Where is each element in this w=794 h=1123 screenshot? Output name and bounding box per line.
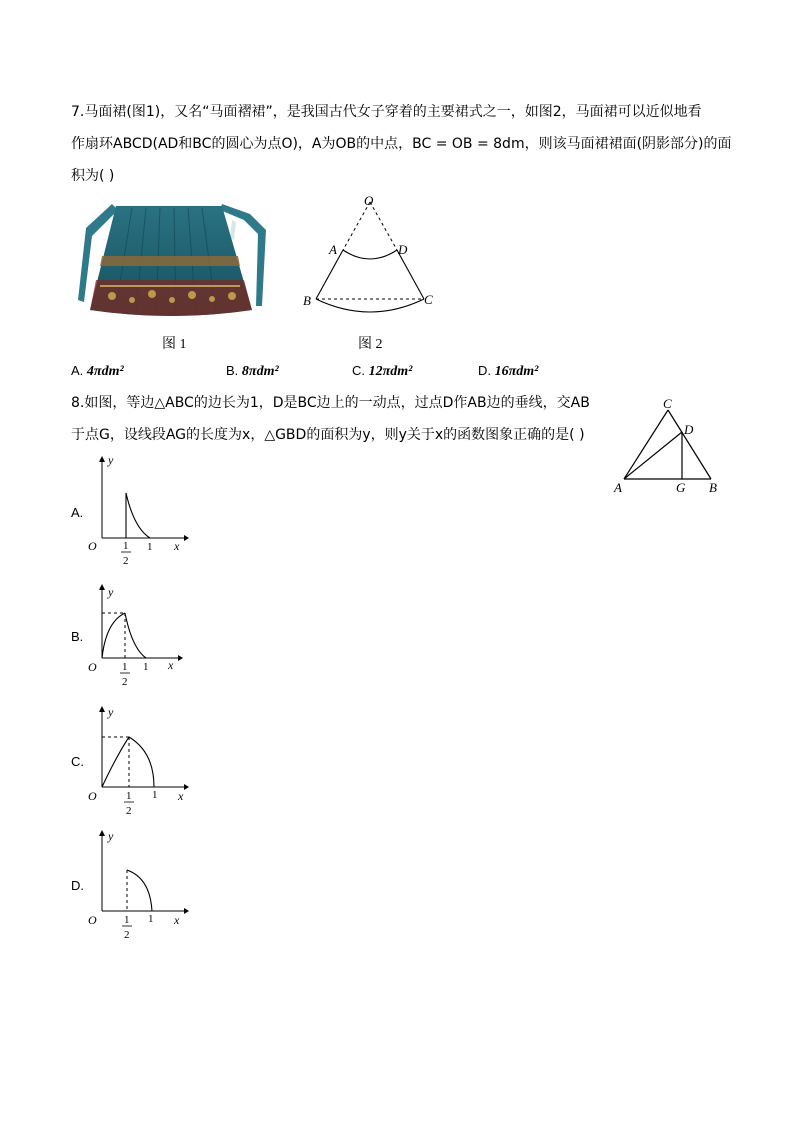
q7-text-line1: 7.马面裙(图1)，又名“马面褶裙”，是我国古代女子穿着的主要裙式之一，如图2，马面裙可以近似地看: [71, 104, 702, 120]
tri-label-A: A: [614, 480, 622, 495]
graph-b-one: 1: [143, 661, 149, 673]
graph-a-one: 1: [147, 541, 153, 553]
q7-option-c-value: 12πdm²: [368, 364, 413, 379]
tri-label-C: C: [663, 396, 672, 411]
q7-option-a-value: 4πdm²: [86, 364, 124, 379]
graph-b-origin: O: [88, 660, 97, 674]
q7-option-d-value: 16πdm²: [494, 364, 539, 379]
graph-c-x: x: [178, 789, 184, 803]
q8-text-line2: 于点G，设线段AG的长度为x，△GBD的面积为y，则y关于x的函数图象正确的是( ): [71, 427, 585, 443]
fig2-annular-sector: [296, 188, 446, 318]
q8-triangle-figure: [610, 396, 730, 496]
graph-b-x: x: [168, 658, 174, 672]
fig2-label-A: A: [329, 242, 337, 257]
graph-c-y: y: [108, 705, 114, 719]
q8-graph-b[interactable]: [86, 582, 196, 700]
q8-graph-a[interactable]: [86, 452, 196, 570]
graph-c-one: 1: [152, 789, 158, 801]
q7-text-line2: 作扇环ABCD(AD和BC的圆心为点O)，A为OB的中点，BC = OB = 8dm，则该马面裙裙面(阴影部分)的面: [71, 136, 732, 152]
tri-label-D: D: [684, 422, 694, 437]
graph-d-x: x: [174, 913, 180, 927]
q7-option-a-letter: A.: [71, 363, 84, 378]
graph-c-half-num: 1: [126, 790, 132, 802]
q7-option-c[interactable]: [352, 363, 412, 380]
fig2-caption: 图 2: [358, 337, 383, 352]
q8-option-d-label[interactable]: D.: [71, 878, 84, 893]
q8-graph-d[interactable]: [86, 826, 196, 944]
q8-option-b-label[interactable]: B.: [71, 629, 84, 644]
q7-option-c-letter: C.: [352, 363, 365, 378]
q8-option-c-label[interactable]: C.: [71, 754, 84, 769]
graph-a-half-den: 2: [123, 555, 129, 567]
fig2-label-C: C: [424, 292, 433, 307]
graph-b-half-den: 2: [122, 676, 128, 688]
fig2-label-O: O: [364, 193, 374, 208]
q7-option-a[interactable]: [71, 363, 124, 380]
graph-d-half-num: 1: [124, 914, 130, 926]
graph-c-half-den: 2: [126, 805, 132, 817]
q7-option-b[interactable]: [226, 363, 279, 380]
tri-label-B: B: [709, 480, 717, 495]
fig1-caption: 图 1: [162, 337, 187, 352]
fig1-skirt-image: [72, 200, 274, 324]
graph-d-y: y: [108, 829, 114, 843]
q7-text-line3: 积为( ): [71, 168, 115, 184]
q8-text-line1: 8.如图，等边△ABC的边长为1，D是BC边上的一动点，过点D作AB边的垂线，交AB: [71, 395, 590, 411]
q7-option-d[interactable]: [478, 363, 538, 380]
q8-graph-c[interactable]: [86, 702, 196, 820]
tri-label-G: G: [676, 480, 686, 495]
graph-a-half-num: 1: [123, 540, 129, 552]
graph-b-half-num: 1: [122, 661, 128, 673]
q8-option-a-label[interactable]: A.: [71, 505, 84, 520]
q7-option-b-value: 8πdm²: [241, 364, 279, 379]
graph-b-y: y: [108, 585, 114, 599]
q7-option-d-letter: D.: [478, 363, 491, 378]
graph-c-origin: O: [88, 789, 97, 803]
graph-d-half-den: 2: [124, 929, 130, 941]
graph-a-origin: O: [88, 539, 97, 553]
graph-d-one: 1: [148, 913, 154, 925]
graph-a-x: x: [174, 539, 180, 553]
fig2-label-B: B: [303, 293, 311, 308]
fig2-label-D: D: [398, 242, 408, 257]
graph-a-y: y: [108, 453, 114, 467]
q7-option-b-letter: B.: [226, 363, 239, 378]
graph-d-origin: O: [88, 913, 97, 927]
